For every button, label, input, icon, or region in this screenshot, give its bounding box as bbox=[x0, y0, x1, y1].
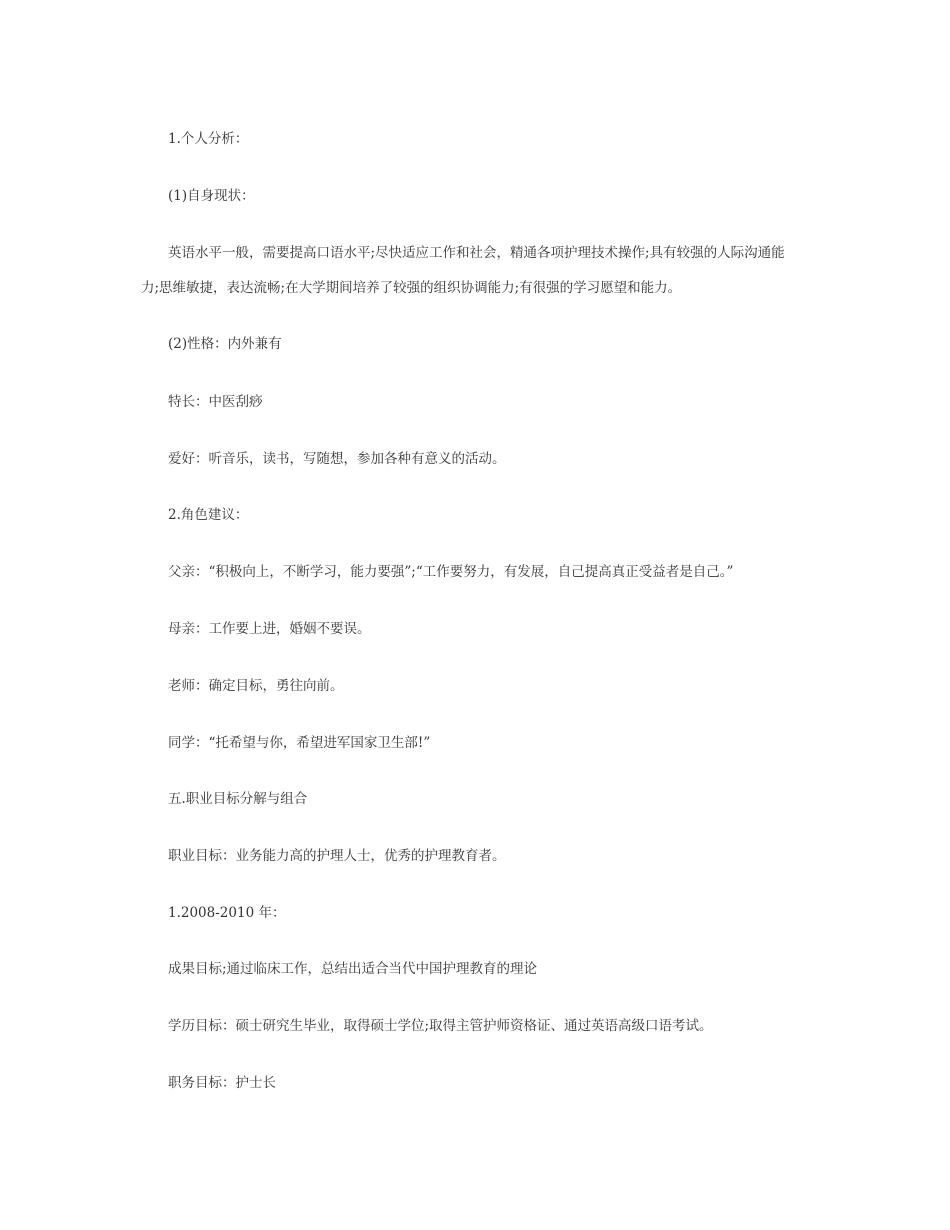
paragraph-achievement-goal: 成果目标;通过临床工作，总结出适合当代中国护理教育的理论 bbox=[168, 961, 538, 977]
paragraph-personality: (2)性格：内外兼有 bbox=[168, 336, 282, 352]
paragraph-mother: 母亲：工作要上进，婚姻不要误。 bbox=[168, 621, 371, 637]
heading-period: 1.2008-2010 年： bbox=[168, 905, 286, 921]
paragraph-position-goal: 职务目标：护士长 bbox=[168, 1075, 276, 1091]
paragraph-hobbies: 爱好：听音乐，读书，写随想，参加各种有意义的活动。 bbox=[168, 451, 506, 467]
paragraph-classmate: 同学：“托希望与你，希望进军国家卫生部!” bbox=[168, 735, 431, 751]
paragraph-career-goal: 职业目标：业务能力高的护理人士，优秀的护理教育者。 bbox=[168, 848, 506, 864]
heading-personal-analysis: 1.个人分析： bbox=[168, 131, 249, 147]
heading-career-goals: 五.职业目标分解与组合 bbox=[168, 791, 308, 807]
paragraph-teacher: 老师：确定目标，勇往向前。 bbox=[168, 678, 344, 694]
paragraph-education-goal: 学历目标：硕士研究生毕业，取得硕士学位;取得主管护师资格证、通过英语高级口语考试。 bbox=[168, 1018, 713, 1034]
subheading-current-status: (1)自身现状： bbox=[168, 188, 255, 204]
paragraph-status-line-1: 英语水平一般，需要提高口语水平;尽快适应工作和社会，精通各项护理技术操作;具有较强的人际沟通能 bbox=[168, 245, 785, 261]
paragraph-status-line-2: 力;思维敏捷，表达流畅;在大学期间培养了较强的组织协调能力;有很强的学习愿望和能力。 bbox=[141, 280, 682, 296]
heading-role-advice: 2.角色建议： bbox=[168, 507, 249, 523]
paragraph-specialty: 特长：中医刮痧 bbox=[168, 394, 263, 410]
paragraph-father: 父亲：“积极向上，不断学习，能力要强”;“工作要努力，有发展，自己提高真正受益者是自己。” bbox=[168, 564, 734, 580]
